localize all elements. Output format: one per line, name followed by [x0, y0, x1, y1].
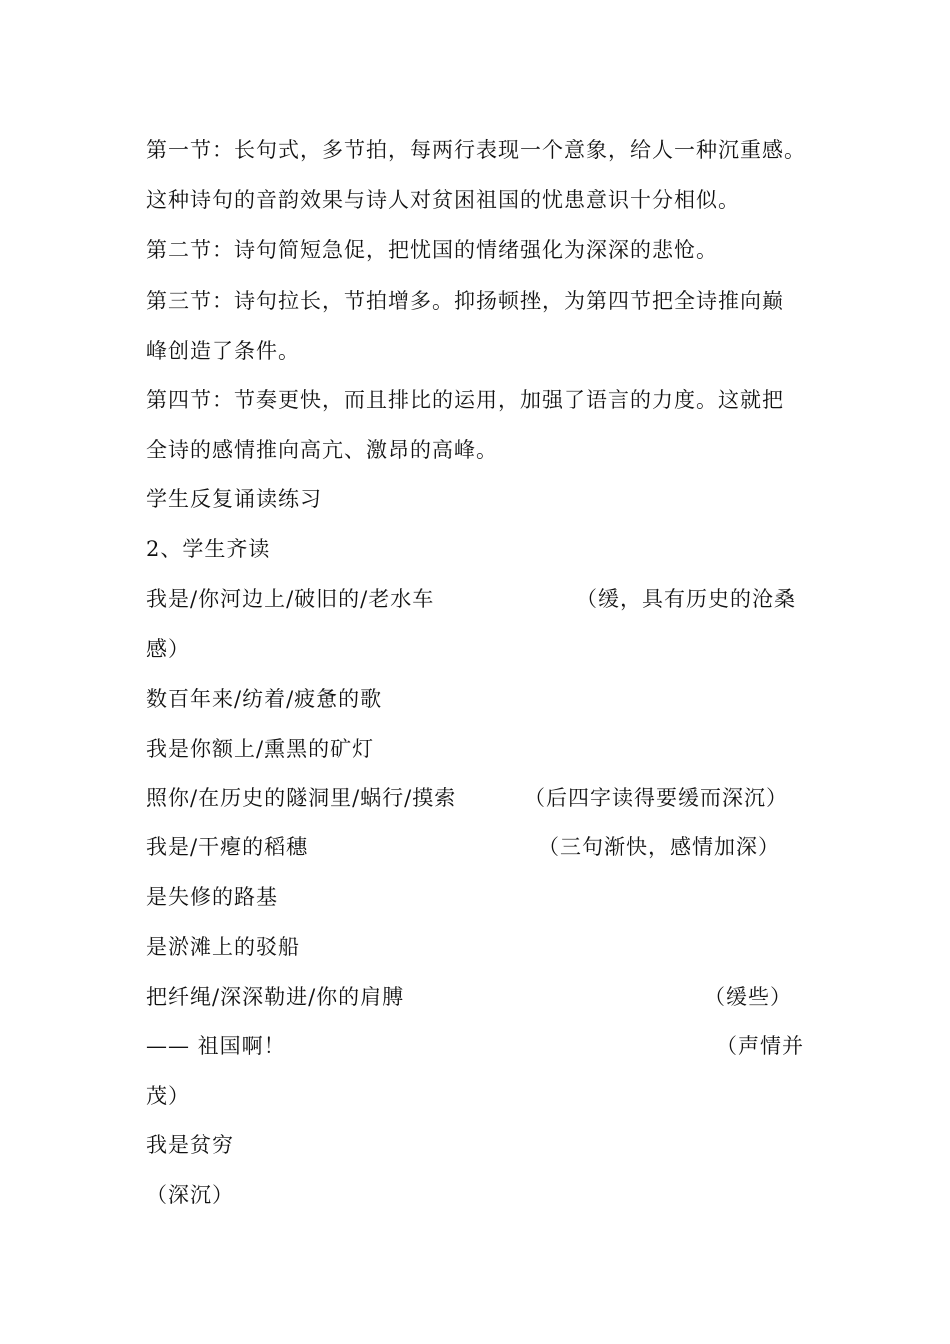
- poem-line: 数百年来/纺着/疲惫的歌: [146, 687, 383, 711]
- poem-line: —— 祖国啊！: [146, 1034, 286, 1058]
- poem-line: 我是你额上/熏黑的矿灯: [146, 737, 375, 761]
- reading-note: （三句渐快，感情加深）: [538, 835, 780, 859]
- paragraph-section-1-line-1: 第一节：长句式，多节拍，每两行表现一个意象，给人一种沉重感。: [146, 138, 806, 162]
- paragraph-section-4-line-2: 全诗的感情推向高亢、激昂的高峰。: [146, 438, 498, 462]
- paragraph-section-3-line-2: 峰创造了条件。: [146, 339, 300, 363]
- poem-line: 照你/在历史的隧洞里/蜗行/摸索: [146, 786, 457, 810]
- paragraph-section-4-line-1: 第四节：节奏更快，而且排比的运用，加强了语言的力度。这就把: [146, 388, 784, 412]
- paragraph-section-2: 第二节：诗句简短急促，把忧国的情绪强化为深深的悲怆。: [146, 238, 718, 262]
- reading-note: （后四字读得要缓而深沉）: [524, 786, 788, 810]
- reading-note: （缓，具有历史的沧桑: [576, 587, 796, 611]
- paragraph-section-1-line-2: 这种诗句的音韵效果与诗人对贫困祖国的忧患意识十分相似。: [146, 188, 740, 212]
- poem-line: （深沉）: [146, 1183, 234, 1207]
- poem-line: 感）: [146, 637, 190, 661]
- poem-line: 把纤绳/深深勒进/你的肩膊: [146, 985, 405, 1009]
- step-2-heading: 2、学生齐读: [146, 537, 271, 561]
- practice-heading: 学生反复诵读练习: [146, 487, 322, 511]
- poem-line: 我是/你河边上/破旧的/老水车: [146, 587, 435, 611]
- poem-line: 是失修的路基: [146, 885, 278, 909]
- paragraph-section-3-line-1: 第三节：诗句拉长，节拍增多。抑扬顿挫，为第四节把全诗推向巅: [146, 289, 784, 313]
- poem-line: 茂）: [146, 1084, 190, 1108]
- reading-note: （缓些）: [704, 985, 792, 1009]
- poem-line: 我是/干瘪的稻穗: [146, 835, 309, 859]
- poem-line: 我是贫穷: [146, 1133, 234, 1157]
- poem-line: 是淤滩上的驳船: [146, 935, 300, 959]
- reading-note: （声情并: [716, 1034, 804, 1058]
